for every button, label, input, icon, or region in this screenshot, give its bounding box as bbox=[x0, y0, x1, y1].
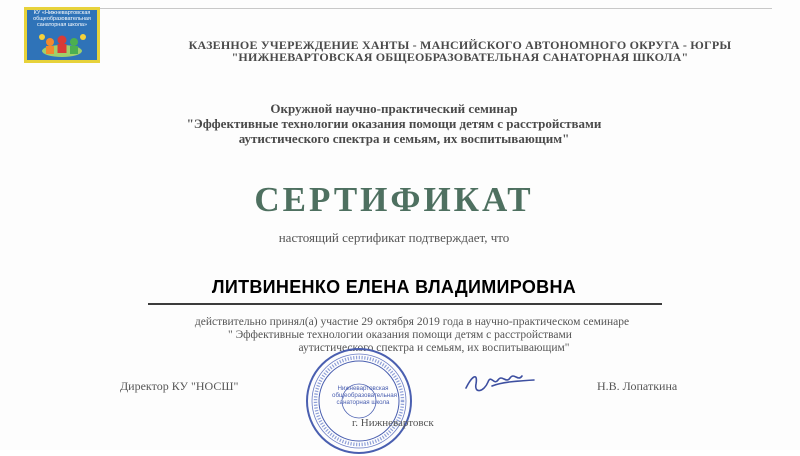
org-name-line2: "НИЖНЕВАРТОВСКАЯ ОБЩЕОБРАЗОВАТЕЛЬНАЯ САНАТОРНАЯ ШКОЛА" bbox=[231, 50, 689, 64]
recipient-name: ЛИТВИНЕНКО ЕЛЕНА ВЛАДИМИРОВНА bbox=[211, 277, 577, 297]
top-border-line bbox=[96, 8, 772, 9]
participation-line2: " Эффективные технологии оказания помощи детям с расстройствами bbox=[228, 329, 572, 341]
city-name: г. Нижневартовск bbox=[352, 417, 434, 429]
stamp-text: Нижневартовская общеобразовательная санаторная школа bbox=[332, 385, 398, 406]
director-name: Н.В. Лопаткина bbox=[597, 379, 678, 393]
logo-text: КУ «Нижневартовская общеобразовательная санаторная школа» bbox=[33, 10, 91, 28]
certificate-confirms-text: настоящий сертификат подтверждает, что bbox=[278, 230, 510, 245]
certificate-title: СЕРТИФИКАТ bbox=[254, 180, 534, 219]
participation-line3: аутистического спектра и семьям, их воспитывающим" bbox=[298, 342, 570, 354]
seminar-title-line1: Окружной научно-практический семинар bbox=[270, 101, 518, 116]
name-underline bbox=[148, 303, 662, 305]
director-signature bbox=[462, 366, 538, 400]
participation-line1: действительно принял(а) участие 29 октября 2019 года в научно-практическом семинаре bbox=[194, 316, 630, 328]
seminar-title-line3: аутистического спектра и семьям, их воспитывающим" bbox=[238, 131, 570, 146]
seminar-title-line2: "Эффективные технологии оказания помощи детям с расстройствами bbox=[186, 116, 602, 131]
org-name-line1: КАЗЕННОЕ УЧЕРЕЖДЕНИЕ ХАНТЫ - МАНСИЙСКОГО АВТОНОМНОГО ОКРУГА - ЮГРЫ bbox=[188, 38, 732, 52]
director-label: Директор КУ "НОСШ" bbox=[120, 379, 239, 393]
